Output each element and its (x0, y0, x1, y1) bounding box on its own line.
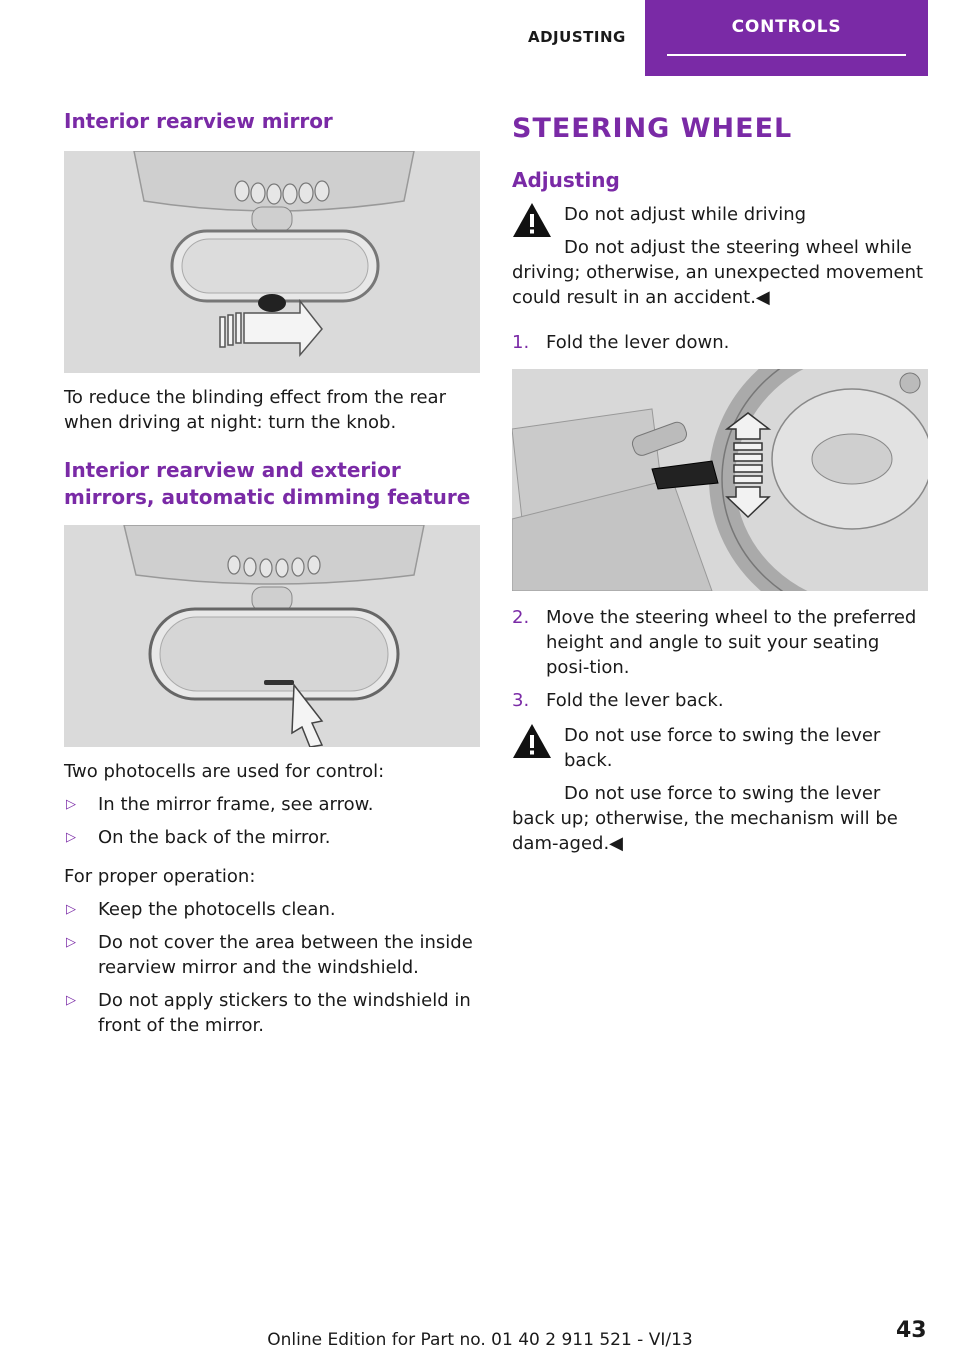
triangle-bullet-icon: ▷ (66, 935, 76, 950)
warning-triangle-icon (512, 202, 552, 238)
list-item: 3. Fold the lever back. (512, 690, 724, 711)
warning-no-adjust-driving (512, 202, 928, 310)
warning-body: Do not adjust the steering wheel while driving; otherwise, an unexpected movement could result in an accident.◀ (512, 237, 924, 308)
list-item: ▷ Keep the photocells clean. (66, 899, 336, 920)
heading-adjusting: Adjusting (512, 168, 620, 192)
warning-body: Do not use force to swing the lever back up; otherwise, the mechanism will be dam‐aged.◀ (512, 783, 898, 854)
photocell-list (64, 792, 484, 850)
footer-edition-text: Online Edition for Part no. 01 40 2 911 521 - VI/13 (267, 1330, 693, 1350)
auto-dimming-illustration (64, 525, 480, 747)
para-photocells: Two photocells are used for control: (64, 761, 385, 782)
list-item: ▷ In the mirror frame, see arrow. (66, 794, 374, 815)
figure-rearview-mirror-knob (64, 151, 480, 373)
list-item: ▷ Do not apply stickers to the windshield in front of the mirror. (66, 990, 471, 1036)
left-column (64, 108, 484, 1046)
steps-list-b (512, 605, 928, 713)
warning-title: Do not adjust while driving (564, 204, 807, 225)
right-column (512, 108, 928, 856)
operation-list (64, 897, 484, 1038)
list-item: 1. Fold the lever down. (512, 332, 730, 353)
heading-interior-mirror: Interior rearview mirror (64, 109, 333, 133)
list-item: ▷ Do not cover the area between the inside rearview mirror and the windshield. (66, 932, 473, 978)
steering-lever-illustration (512, 369, 928, 591)
warning-title: Do not use force to swing the lever back. (564, 725, 881, 771)
triangle-bullet-icon: ▷ (66, 993, 76, 1008)
chapter-tab[interactable] (645, 0, 928, 76)
triangle-bullet-icon: ▷ (66, 797, 76, 812)
chapter-tab-label: CONTROLS (667, 0, 906, 56)
figure-auto-dimming-mirror (64, 525, 480, 747)
warning-no-force-lever (512, 723, 928, 856)
list-item: 2. Move the steering wheel to the preferred height and angle to suit your seating posi‐tion. (512, 607, 917, 678)
page-header (0, 0, 960, 76)
steps-list-a (512, 330, 928, 355)
para-reduce-blinding: To reduce the blinding effect from the rear when driving at night: turn the knob. (64, 387, 446, 433)
mirror-knob-illustration (64, 151, 480, 373)
page-number: 43 (896, 1318, 927, 1343)
heading-auto-dimming: Interior rearview and exterior mirrors, automatic dimming feature (64, 458, 471, 509)
triangle-bullet-icon: ▷ (66, 830, 76, 845)
list-item: ▷ On the back of the mirror. (66, 827, 331, 848)
section-title: ADJUSTING (528, 28, 626, 46)
para-proper-operation: For proper operation: (64, 866, 256, 887)
figure-steering-lever (512, 369, 928, 591)
warning-triangle-icon (512, 723, 552, 759)
triangle-bullet-icon: ▷ (66, 902, 76, 917)
heading-steering-wheel: STEERING WHEEL (512, 113, 793, 144)
